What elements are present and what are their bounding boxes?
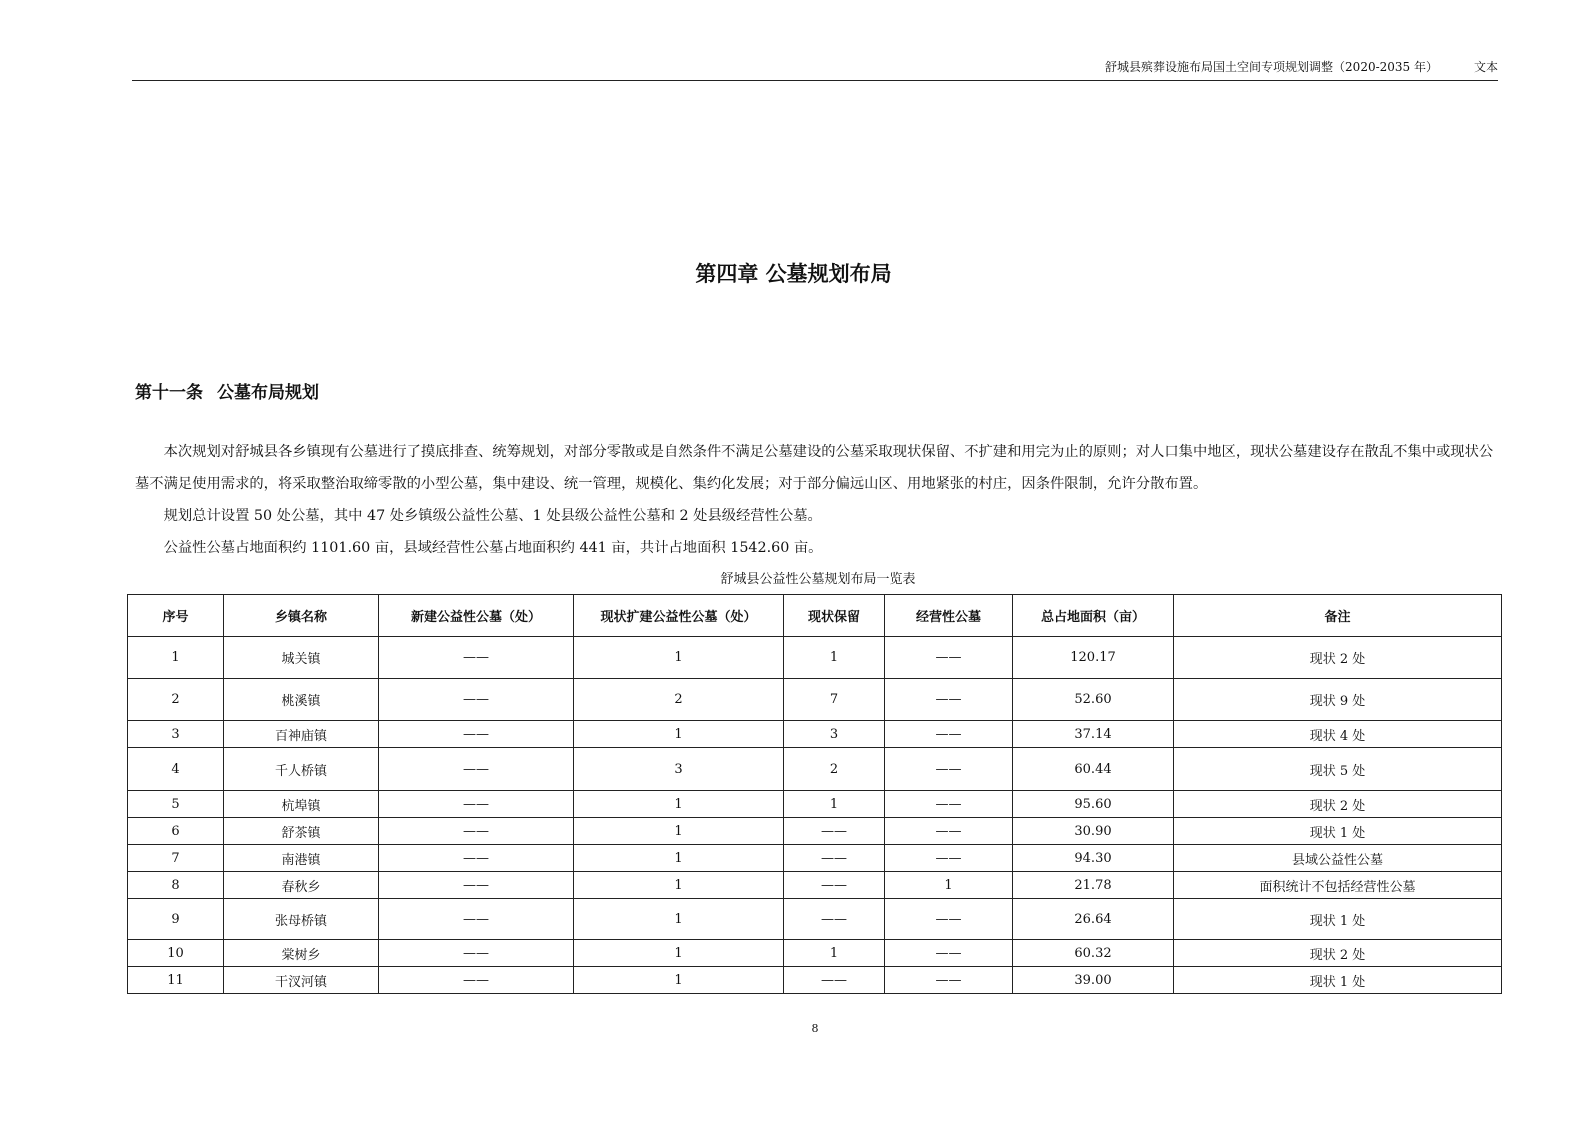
table-cell: 1	[574, 940, 784, 967]
table-cell: 1	[784, 940, 885, 967]
cemetery-plan-table	[127, 594, 1502, 994]
table-cell: ——	[784, 967, 885, 994]
table-cell: 21.78	[1013, 872, 1174, 899]
table-cell: ——	[885, 748, 1013, 791]
table-cell: 现状 1 处	[1174, 818, 1502, 845]
table-cell: ——	[784, 818, 885, 845]
article-heading	[135, 378, 319, 403]
table-cell: 舒茶镇	[224, 818, 379, 845]
table-cell: 39.00	[1013, 967, 1174, 994]
table-cell: ——	[885, 721, 1013, 748]
table-cell: 9	[128, 899, 224, 940]
table-cell: 1	[574, 721, 784, 748]
table-cell: ——	[379, 872, 574, 899]
table-row	[128, 967, 1502, 994]
header-cell: 总占地面积（亩）	[1013, 595, 1174, 637]
table-cell: 2	[574, 679, 784, 721]
table-cell: 52.60	[1013, 679, 1174, 721]
table-cell: ——	[885, 679, 1013, 721]
article-number: 第十一条	[135, 383, 203, 403]
table-cell: 现状 4 处	[1174, 721, 1502, 748]
table-cell: 7	[128, 845, 224, 872]
table-cell: 5	[128, 791, 224, 818]
table-cell: 现状 2 处	[1174, 791, 1502, 818]
table-row	[128, 748, 1502, 791]
table-cell: ——	[379, 845, 574, 872]
table-cell: 1	[784, 637, 885, 679]
table-cell: 60.32	[1013, 940, 1174, 967]
table-cell: 1	[574, 791, 784, 818]
table-cell: ——	[885, 791, 1013, 818]
table-cell: 县域公益性公墓	[1174, 845, 1502, 872]
table-cell: ——	[784, 845, 885, 872]
table-cell: 7	[784, 679, 885, 721]
table-cell: 1	[574, 899, 784, 940]
table-caption: 舒城县公益性公墓规划布局一览表	[720, 572, 916, 587]
table-body	[128, 637, 1502, 994]
table-cell: 1	[128, 637, 224, 679]
document-type: 文本	[1473, 60, 1498, 74]
table-cell: 现状 5 处	[1174, 748, 1502, 791]
table-cell: 2	[128, 679, 224, 721]
table-cell: 3	[784, 721, 885, 748]
paragraph: 公益性公墓占地面积约 1101.60 亩，县域经营性公墓占地面积约 441 亩，共计占地面积 1542.60 亩。	[163, 540, 823, 556]
table-cell: 1	[574, 637, 784, 679]
table-row	[128, 721, 1502, 748]
table-cell: ——	[885, 818, 1013, 845]
table-cell: 1	[885, 872, 1013, 899]
table-header-row	[128, 595, 1502, 637]
table-cell: ——	[379, 818, 574, 845]
table-row	[128, 845, 1502, 872]
paragraph: 本次规划对舒城县各乡镇现有公墓进行了摸底排查、统筹规划，对部分零散或是自然条件不满足公墓建设的公墓采取现状保留、不扩建和用完为止的原则；对人口集中地区，现状公墓建设存在散乱不集中或现状公墓不满足使用需求的，将采取整治取缔零散的小型公墓，集中建设、统一管理，规模化、集约化发展；对于部分偏远山区、用地紧张的村庄，因条件限制，允许分散布置。	[135, 444, 1494, 492]
table-cell: 3	[128, 721, 224, 748]
table-cell: 现状 9 处	[1174, 679, 1502, 721]
table-cell: ——	[379, 940, 574, 967]
table-cell: 8	[128, 872, 224, 899]
table-cell: 1	[574, 845, 784, 872]
table-cell: 60.44	[1013, 748, 1174, 791]
table-cell: 干汊河镇	[224, 967, 379, 994]
document-title: 舒城县殡葬设施布局国土空间专项规划调整（2020-2035 年）	[1105, 60, 1438, 74]
header-cell: 现状扩建公益性公墓（处）	[574, 595, 784, 637]
page-header	[132, 52, 1498, 81]
header-cell: 经营性公墓	[885, 595, 1013, 637]
table-cell: 现状 2 处	[1174, 940, 1502, 967]
table-cell: 1	[574, 872, 784, 899]
table-cell: 37.14	[1013, 721, 1174, 748]
table-row	[128, 637, 1502, 679]
table-cell: 11	[128, 967, 224, 994]
table-row	[128, 872, 1502, 899]
header-cell: 现状保留	[784, 595, 885, 637]
table-cell: 面积统计不包括经营性公墓	[1174, 872, 1502, 899]
table-cell: 120.17	[1013, 637, 1174, 679]
table-cell: 现状 1 处	[1174, 967, 1502, 994]
table-cell: ——	[379, 748, 574, 791]
table-cell: 百神庙镇	[224, 721, 379, 748]
chapter-title: 第四章 公墓规划布局	[695, 262, 892, 286]
header-cell: 序号	[128, 595, 224, 637]
table-cell: 2	[784, 748, 885, 791]
table-cell: 张母桥镇	[224, 899, 379, 940]
header-cell: 新建公益性公墓（处）	[379, 595, 574, 637]
table-cell: ——	[379, 679, 574, 721]
article-title: 公墓布局规划	[217, 383, 319, 403]
table-cell: 现状 2 处	[1174, 637, 1502, 679]
table-cell: 桃溪镇	[224, 679, 379, 721]
table-cell: ——	[885, 899, 1013, 940]
table-cell: 94.30	[1013, 845, 1174, 872]
table-row	[128, 899, 1502, 940]
table-cell: ——	[379, 791, 574, 818]
body-text	[135, 436, 1499, 564]
table-cell: ——	[379, 637, 574, 679]
table-cell: 现状 1 处	[1174, 899, 1502, 940]
table-cell: 1	[574, 967, 784, 994]
table-cell: ——	[379, 967, 574, 994]
table-row	[128, 679, 1502, 721]
table-row	[128, 791, 1502, 818]
table-cell: 千人桥镇	[224, 748, 379, 791]
table-cell: ——	[784, 872, 885, 899]
table-cell: 95.60	[1013, 791, 1174, 818]
table-cell: 城关镇	[224, 637, 379, 679]
table-cell: 30.90	[1013, 818, 1174, 845]
table-row	[128, 818, 1502, 845]
table-cell: 棠树乡	[224, 940, 379, 967]
table-cell: 26.64	[1013, 899, 1174, 940]
table-cell: 10	[128, 940, 224, 967]
table-cell: ——	[379, 721, 574, 748]
header-cell: 备注	[1174, 595, 1502, 637]
table-cell: 春秋乡	[224, 872, 379, 899]
table-cell: ——	[885, 845, 1013, 872]
table-cell: ——	[784, 899, 885, 940]
header-cell: 乡镇名称	[224, 595, 379, 637]
table-cell: ——	[885, 967, 1013, 994]
table-cell: ——	[885, 637, 1013, 679]
paragraph: 规划总计设置 50 处公墓，其中 47 处乡镇级公益性公墓、1 处县级公益性公墓和 2 处县级经营性公墓。	[163, 508, 822, 524]
table-cell: 6	[128, 818, 224, 845]
table-cell: 4	[128, 748, 224, 791]
table-cell: ——	[885, 940, 1013, 967]
table-cell: 1	[784, 791, 885, 818]
table-cell: 1	[574, 818, 784, 845]
table-cell: ——	[379, 899, 574, 940]
page-number: 8	[811, 1022, 819, 1035]
table-cell: 3	[574, 748, 784, 791]
table-row	[128, 940, 1502, 967]
table-cell: 杭埠镇	[224, 791, 379, 818]
table-cell: 南港镇	[224, 845, 379, 872]
